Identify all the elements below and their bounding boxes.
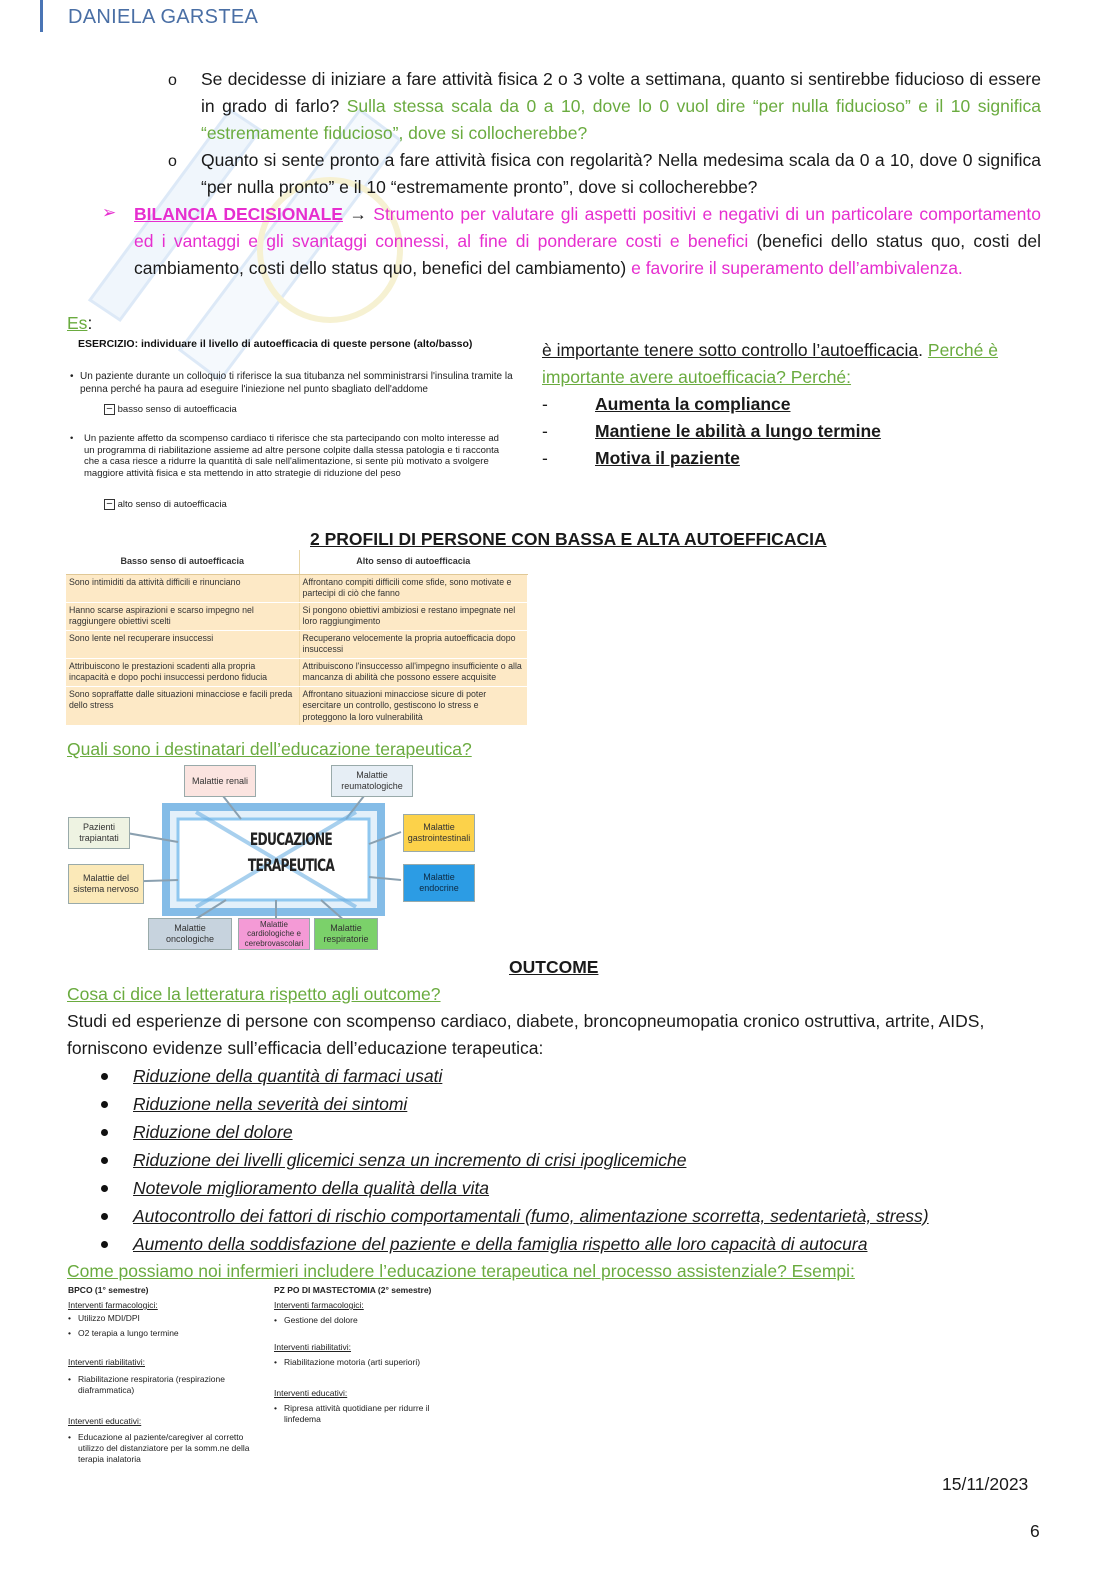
reason-item (542, 391, 1042, 418)
bpco-farm-label: Interventi farmacologici: (68, 1300, 158, 1310)
question-1 (201, 66, 1041, 147)
list-item (67, 1118, 1047, 1146)
arrow-bullet-icon: ➢ (102, 203, 117, 222)
page-number: 6 (1030, 1521, 1040, 1541)
mastectomia-edu-item: • Ripresa attività quotidiane per ridurre il linfedema (274, 1403, 430, 1424)
diagram-center-label (244, 827, 338, 879)
outcome-title: OUTCOME (509, 957, 599, 977)
bullet-dot (101, 1241, 108, 1248)
box-reumatologiche: Malattie reumatologiche (331, 765, 413, 797)
bullet-dot (101, 1157, 108, 1164)
minus-box-icon: − (104, 404, 115, 415)
table-cell: Sono sopraffatte dalle situazioni minacciose e facili preda dello stress (66, 686, 299, 726)
bullet-dot (101, 1073, 108, 1080)
case-2-text: Un paziente affetto da scompenso cardiaco ti riferisce che sta partecipando con molto interesse ad un programma di riabilitazione assieme ad altre persone colpite dalla stessa patologia e ti racconta che a casa riesce a ridurre la quantità di sale nell'alimentazione, si sente più motivato a svolgere maggiore attività fisica e sta mettendo in atto strategie di riduzione del peso (84, 433, 500, 479)
exercise-panel (66, 334, 532, 524)
bpco-farm-item: • O2 terapia a lungo termine (68, 1328, 179, 1338)
table-cell: Sono intimiditi da attività difficili e rinunciano (66, 574, 299, 602)
mastectomia-column (274, 1285, 474, 1425)
bilancia-definition: Strumento per valutare gli aspetti positivi e negativi di un particolare comportamento ed i vantaggi e gli svantaggi connessi, al fine di ponderare costi e benefici (134, 204, 1041, 251)
center-line-1: EDUCAZIONE (249, 830, 333, 850)
outcome-item-text: Autocontrollo dei fattori di rischio comportamentali (fumo, alimentazione scorretta, sedentarietà, stress) (133, 1206, 929, 1226)
list-item (67, 1062, 1047, 1090)
outcome-item-text: Riduzione dei livelli glicemici senza un incremento di crisi ipoglicemiche (133, 1150, 687, 1170)
bilancia-title: BILANCIA DECISIONALE (134, 204, 343, 224)
es-label: Es (67, 313, 88, 333)
table-cell: Attribuiscono le prestazioni scadenti alla propria incapacità e dopo pochi insuccessi perdono fiducia (66, 658, 299, 686)
header-accent-bar (40, 0, 43, 32)
question-1-text: Se decidesse di iniziare a fare attività fisica 2 o 3 volte a settimana, quanto si sentirebbe fiducioso di essere in grado di farlo? (201, 69, 1041, 116)
mastectomia-farm-label: Interventi farmacologici: (274, 1300, 364, 1310)
table-row (66, 658, 528, 686)
bilancia-paragraph (134, 201, 1041, 282)
list-item (67, 1202, 1047, 1230)
answer-2 (104, 498, 227, 511)
center-line-2: TERAPEUTICA (247, 856, 335, 876)
profiles-table (66, 550, 528, 726)
es-colon: : (87, 313, 93, 333)
outcome-intro: Studi ed esperienze di persone con scompenso cardiaco, diabete, broncopneumopatia cronico ostruttiva, artrite, AIDS, forniscono evidenze sull’efficacia dell’educazione terapeutica: (67, 1011, 985, 1058)
bullet-dot (101, 1129, 108, 1136)
table-cell: Recuperano velocemente la propria autoefficacia dopo insuccessi (299, 630, 528, 658)
box-renali: Malattie renali (184, 765, 256, 797)
bpco-riab-label: Interventi riabilitativi: (68, 1357, 146, 1367)
bpco-edu-label: Interventi educativi: (68, 1416, 142, 1426)
bullet-circle: o (168, 72, 177, 89)
box-gastro: Malattie gastrointestinali (403, 814, 475, 852)
box-trapiantati: Pazienti trapiantati (68, 817, 130, 849)
table-row (66, 574, 528, 602)
list-item (67, 1174, 1047, 1202)
nursing-question: Come possiamo noi infermieri includere l’educazione terapeutica nel processo assistenziale? Esempi: (67, 1261, 855, 1281)
mastectomia-title: PZ PO DI MASTECTOMIA (2° semestre) (274, 1285, 432, 1295)
reasons-list (542, 391, 1042, 472)
mastectomia-edu-label: Interventi educativi: (274, 1388, 348, 1398)
bilancia-note: (benefici dello status quo, costi del cambiamento, costi dello status quo, benefici del cambiamento) (134, 231, 1041, 278)
question-2: Quanto si sente pronto a fare attività fisica con regolarità? Nella medesima scala da 0 a 10, dove 0 significa “per nulla pronto” e il 10 “estremamente pronto”, dove si collocherebbe? (201, 150, 1041, 197)
answer-1 (104, 403, 237, 416)
reason-text: Mantiene le abilità a lungo termine (595, 421, 881, 441)
bullet-circle: o (168, 153, 177, 170)
table-cell: Sono lente nel recuperare insuccessi (66, 630, 299, 658)
outcome-item-text: Aumento della soddisfazione del paziente e della famiglia rispetto alle loro capacità di autocura (133, 1234, 868, 1254)
box-respiratorie: Malattie respiratorie (314, 918, 378, 950)
bpco-edu-item: • Educazione al paziente/caregiver al corretto utilizzo del distanziatore per la somm.ne della terapia inalatoria (68, 1432, 250, 1464)
side-question: Perché è importante avere autoefficacia? Perché: (542, 340, 998, 387)
reason-text: Motiva il paziente (595, 448, 740, 468)
outcome-item-text: Notevole miglioramento della qualità della vita (133, 1178, 490, 1198)
box-cardio: Malattie cardiologiche e cerebrovascolari (238, 918, 310, 950)
outcome-item-text: Riduzione della quantità di farmaci usati (133, 1066, 443, 1086)
question-1-scale: Sulla stessa scala da 0 a 10, dove lo 0 vuol dire “per nulla fiducioso” e il 10 significa “estremamente fiducioso”, dove si collocherebbe? (201, 96, 1041, 143)
case-1-text: Un paziente durante un colloquio ti riferisce la sua titubanza nel somministrarsi l'insulina tramite la penna perché ha paura ad eseguire l'iniezione nel punto sbagliato dell'addome (80, 371, 513, 395)
arrow-right-icon: → (349, 204, 367, 224)
example-label (67, 310, 92, 337)
bullet-dot (101, 1213, 108, 1220)
outcome-list (67, 1062, 1047, 1258)
exercise-case-2: • Un paziente affetto da scompenso cardiaco ti riferisce che sta partecipando con molto interesse ad un programma di riabilitazione assieme ad altre persone colpite dalla stessa patologia e ti racconta che a casa riesce a ridurre la quantità di sale nell'alimentazione, si sente più motivato a svolgere maggiore attività fisica e sta mettendo in atto strategie di riduzione del peso (70, 433, 510, 479)
bpco-riab-item: • Riabilitazione respiratoria (respirazione diaframmatica) (68, 1374, 225, 1395)
reason-text: Aumenta la compliance (595, 394, 791, 414)
bilancia-ending: e favorire il superamento dell’ambivalenza. (631, 258, 963, 278)
header-author: DANIELA GARSTEA (68, 6, 259, 28)
footer-date: 15/11/2023 (942, 1474, 1029, 1494)
bullet-dot (101, 1185, 108, 1192)
minus-box-icon: − (104, 499, 115, 510)
dash: - (542, 394, 548, 414)
list-item (67, 1230, 1047, 1258)
bpco-title: BPCO (1° semestre) (68, 1285, 149, 1295)
box-oncologiche: Malattie oncologiche (148, 918, 232, 950)
bullet-dot (101, 1101, 108, 1108)
reason-item (542, 418, 1042, 445)
side-text: è importante tenere sotto controllo l’autoefficacia (542, 340, 919, 360)
table-cell: Si pongono obiettivi ambiziosi e restano impegnate nel loro raggiungimento (299, 602, 528, 630)
mastectomia-riab-item: • Riabilitazione motoria (arti superiori) (274, 1357, 421, 1367)
recipients-question: Quali sono i destinatari dell’educazione terapeutica? (67, 739, 472, 759)
answer-1-text: basso senso di autoefficacia (117, 404, 237, 415)
outcome-question: Cosa ci dice la letteratura rispetto agli outcome? (67, 984, 441, 1004)
bpco-farm-item: • Utilizzo MDI/DPI (68, 1313, 140, 1323)
table-cell: Affrontano situazioni minacciose sicure di poter esercitare un controllo, gestiscono lo stress e proteggono la loro vulnerabilità (299, 686, 528, 726)
col-high-header: Alto senso di autoefficacia (299, 550, 528, 574)
table-cell: Affrontano compiti difficili come sfide, sono motivate e partecipi di ciò che fanno (299, 574, 528, 602)
box-nervoso: Malattie del sistema nervoso (68, 864, 144, 904)
exercise-title: ESERCIZIO: individuare il livello di autoefficacia di queste persone (alto/basso) (78, 338, 473, 350)
exercise-case-1: • Un paziente durante un colloquio ti riferisce la sua titubanza nel somministrarsi l'insulina tramite la penna perché ha paura ad eseguire l'iniezione nel punto sbagliato dell'addome (70, 370, 532, 396)
table-cell: Hanno scarse aspirazioni e scarso impegno nel raggiungere obiettivi scelti (66, 602, 299, 630)
dash: - (542, 448, 548, 468)
bpco-column (68, 1285, 268, 1465)
outcome-item-text: Riduzione nella severità dei sintomi (133, 1094, 408, 1114)
col-low-header: Basso senso di autoefficacia (66, 550, 299, 574)
recipients-diagram (66, 762, 476, 952)
list-item (67, 1090, 1047, 1118)
table-row (66, 602, 528, 630)
dash: - (542, 421, 548, 441)
profiles-table-wrap (66, 550, 528, 726)
mastectomia-riab-label: Interventi riabilitativi: (274, 1342, 352, 1352)
profiles-title: 2 PROFILI DI PERSONE CON BASSA E ALTA AUTOEFFICACIA (310, 529, 827, 549)
box-endocrine: Malattie endocrine (403, 864, 475, 902)
table-row (66, 686, 528, 726)
mastectomia-farm-item: • Gestione del dolore (274, 1315, 358, 1325)
side-period: . (918, 340, 924, 360)
autoefficacia-side (542, 337, 1042, 391)
answer-2-text: alto senso di autoefficacia (117, 499, 227, 510)
list-item (67, 1146, 1047, 1174)
table-cell: Attribuiscono l'insuccesso all'impegno insufficiente o alla mancanza di abilità che possono essere acquisite (299, 658, 528, 686)
outcome-item-text: Riduzione del dolore (133, 1122, 293, 1142)
table-row (66, 630, 528, 658)
reason-item (542, 445, 1042, 472)
